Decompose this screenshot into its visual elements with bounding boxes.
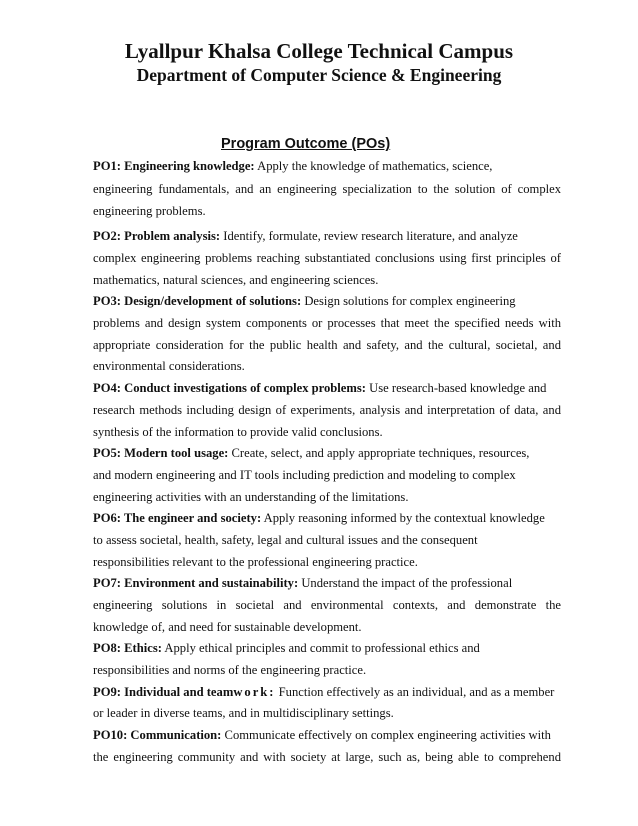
po3-label: PO3: Design/development of solutions:	[93, 294, 302, 308]
po5-line-3: engineering activities with an understanding of the limitations.	[93, 490, 409, 504]
po5-text: Create, select, and apply appropriate techniques, resources,	[231, 446, 530, 460]
po6-text: Apply reasoning informed by the contextual knowledge	[263, 511, 545, 525]
po8-label: PO8: Ethics:	[93, 641, 162, 655]
po1-line-3: engineering problems.	[93, 204, 206, 218]
po1-line-1	[93, 158, 561, 174]
po3-line-1	[93, 293, 561, 309]
po9-text: Function effectively as an individual, and as a member	[278, 685, 555, 699]
po6-line-2: to assess societal, health, safety, legal and cultural issues and the consequent	[93, 533, 478, 547]
po6-label: PO6: The engineer and society:	[93, 511, 262, 525]
po9-label-work: work:	[233, 685, 276, 699]
po7-line-1	[93, 575, 561, 591]
po5-line-1	[93, 445, 561, 461]
po10-line-2: the engineering community and with society at large, such as, being able to comprehend	[93, 750, 561, 764]
po4-line-2: research methods including design of experiments, analysis and interpretation of data, and	[93, 403, 561, 417]
department-name: Department of Computer Science & Engineering	[136, 65, 502, 85]
po10-label: PO10: Communication:	[93, 728, 222, 742]
po2-line-3: mathematics, natural sciences, and engineering sciences.	[93, 273, 379, 287]
po7-label: PO7: Environment and sustainability:	[93, 576, 299, 590]
po9-line-1	[93, 684, 561, 700]
po7-line-2: engineering solutions in societal and environmental contexts, and demonstrate the	[93, 598, 561, 612]
po3-line-4: environmental considerations.	[93, 359, 245, 373]
po6-line-1	[93, 510, 561, 526]
po1-line-2: engineering fundamentals, and an engineering specialization to the solution of complex	[93, 182, 561, 196]
po2-label: PO2: Problem analysis:	[93, 229, 221, 243]
po4-label: PO4: Conduct investigations of complex problems:	[93, 381, 366, 395]
po10-line-1	[93, 727, 561, 743]
po4-line-3: synthesis of the information to provide valid conclusions.	[93, 425, 383, 439]
po3-text: Design solutions for complex engineering	[304, 294, 516, 308]
po10-text: Communicate effectively on complex engineering activities with	[224, 728, 551, 742]
po3-line-2: problems and design system components or processes that meet the specified needs with	[93, 316, 561, 330]
po2-line-2: complex engineering problems reaching substantiated conclusions using first principles of	[93, 251, 561, 265]
po6-line-3: responsibilities relevant to the professional engineering practice.	[93, 555, 418, 569]
po8-line-1	[93, 640, 561, 656]
program-outcomes-heading: Program Outcome (POs)	[221, 136, 391, 152]
po7-line-3: knowledge of, and need for sustainable development.	[93, 620, 362, 634]
po3-line-3: appropriate consideration for the public health and safety, and the cultural, societal, and	[93, 338, 561, 352]
po4-text: Use research-based knowledge and	[369, 381, 547, 395]
po2-text: Identify, formulate, review research literature, and analyze	[223, 229, 518, 243]
po7-text: Understand the impact of the professional	[301, 576, 513, 590]
po5-label: PO5: Modern tool usage:	[93, 446, 229, 460]
po5-line-2: and modern engineering and IT tools including prediction and modeling to complex	[93, 468, 516, 482]
po2-line-1	[93, 228, 561, 244]
college-name: Lyallpur Khalsa College Technical Campus	[124, 39, 514, 63]
po8-text: Apply ethical principles and commit to professional ethics and	[164, 641, 480, 655]
po1-label: PO1: Engineering knowledge:	[93, 159, 255, 173]
po9-line-2: or leader in diverse teams, and in multidisciplinary settings.	[93, 706, 394, 720]
po8-line-2: responsibilities and norms of the engineering practice.	[93, 663, 367, 677]
po9-label: PO9: Individual and team	[93, 685, 234, 699]
po1-text: Apply the knowledge of mathematics, science,	[257, 159, 493, 173]
po4-line-1	[93, 380, 561, 396]
